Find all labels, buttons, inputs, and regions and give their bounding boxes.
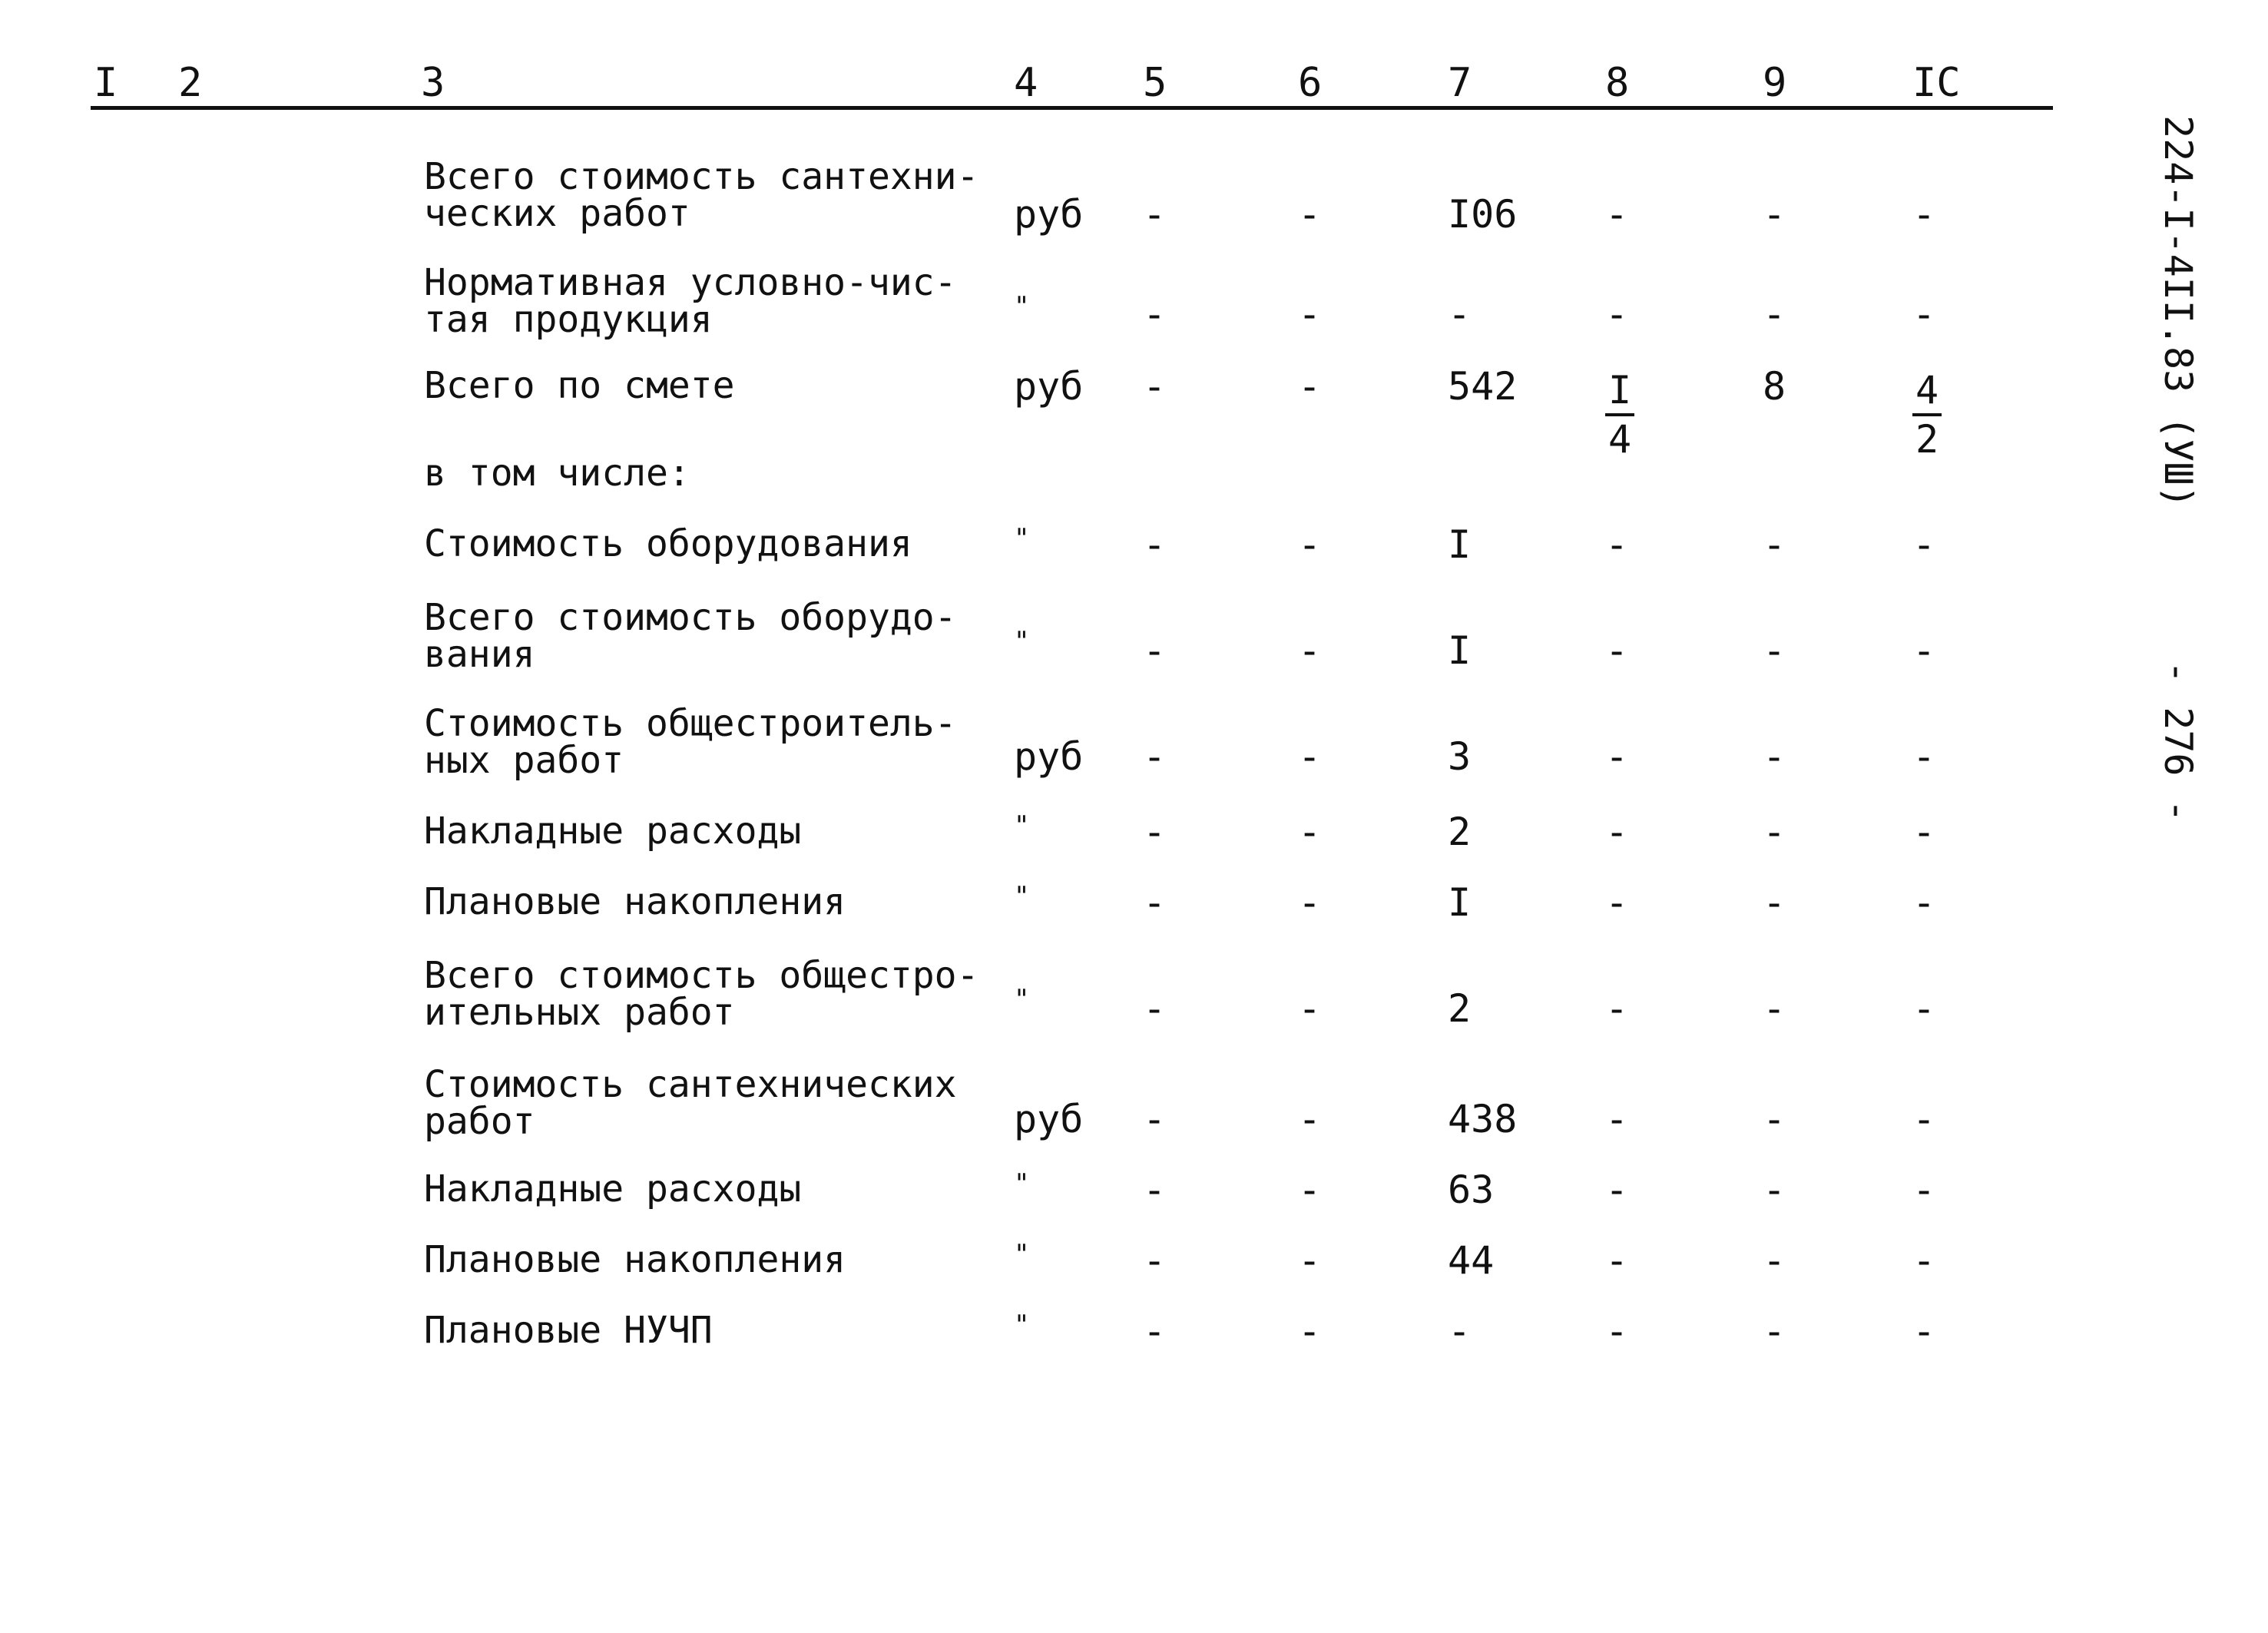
col9-cell: -: [1763, 292, 1786, 336]
col8-cell: -: [1605, 522, 1629, 567]
col9-cell: -: [1763, 1238, 1786, 1283]
col8-cell: -: [1605, 292, 1629, 336]
ditto-mark: ": [1014, 1310, 1030, 1340]
col8-cell: -: [1605, 1168, 1629, 1212]
ditto-mark: ": [1014, 523, 1030, 554]
col6-cell: -: [1298, 1097, 1322, 1141]
fraction-denominator: 4: [1608, 417, 1632, 462]
row-name: Плановые накопления: [424, 1238, 846, 1281]
col9-cell: -: [1763, 810, 1786, 854]
col7-cell: I: [1448, 522, 1472, 567]
col7-cell: 63: [1448, 1168, 1495, 1212]
col7-cell: I: [1448, 628, 1472, 673]
col9-cell: -: [1763, 628, 1786, 673]
col10-cell: -: [1912, 1097, 1936, 1141]
col8-cell: -: [1605, 810, 1629, 854]
col8-cell: -: [1605, 1238, 1629, 1283]
col7-cell: 438: [1448, 1097, 1518, 1141]
col5-cell: -: [1143, 292, 1167, 336]
col7-cell: 3: [1448, 734, 1472, 779]
col5-cell: -: [1143, 1309, 1167, 1353]
col10-cell: -: [1912, 986, 1936, 1031]
col9-cell: -: [1763, 1309, 1786, 1353]
col5-cell: -: [1143, 734, 1167, 779]
col8-cell: -: [1605, 1309, 1629, 1353]
row-name: Плановые НУЧП: [424, 1309, 713, 1352]
col6-cell: -: [1298, 1238, 1322, 1283]
header-col-8: 8: [1605, 60, 1630, 106]
col9-cell: -: [1763, 880, 1786, 925]
col8-cell: -: [1605, 628, 1629, 673]
col6-cell: -: [1298, 734, 1322, 779]
col9-cell: -: [1763, 1168, 1786, 1212]
fraction-denominator: 2: [1915, 417, 1939, 462]
fraction-numerator: 4: [1912, 367, 1942, 416]
col5-cell: -: [1143, 880, 1167, 925]
col8-cell: -: [1605, 192, 1629, 237]
header-col-4: 4: [1014, 60, 1038, 106]
row-name: в том числе:: [424, 452, 690, 495]
col5-cell: -: [1143, 522, 1167, 567]
col7-cell: I06: [1448, 192, 1518, 237]
header-col-1: I: [94, 60, 118, 106]
col7-cell: 44: [1448, 1238, 1495, 1283]
col6-cell: -: [1298, 1309, 1322, 1353]
col8-cell: -: [1605, 734, 1629, 779]
col10-cell: -: [1912, 880, 1936, 925]
header-col-10: IC: [1912, 60, 1961, 106]
col8-cell: -: [1605, 1097, 1629, 1141]
row-name: Накладные расходы: [424, 1168, 802, 1211]
unit-cell: руб: [1014, 192, 1084, 237]
col10-cell: -: [1912, 734, 1936, 779]
col6-cell: -: [1298, 628, 1322, 673]
col9-cell: 8: [1763, 364, 1786, 409]
col10-cell: -: [1912, 1168, 1936, 1212]
col7-cell: -: [1448, 1309, 1472, 1353]
col7-cell: 542: [1448, 364, 1518, 409]
row-name: Всего стоимость общестро- ительных работ: [424, 954, 979, 1034]
ditto-mark: ": [1014, 1239, 1030, 1270]
header-col-2: 2: [178, 60, 203, 106]
col6-cell: -: [1298, 986, 1322, 1031]
col6-cell: -: [1298, 192, 1322, 237]
ditto-mark: ": [1014, 291, 1030, 322]
col10-cell: -: [1912, 292, 1936, 336]
col10-fraction: [1912, 367, 1942, 462]
header-col-3: 3: [421, 60, 445, 106]
ditto-mark: ": [1014, 1168, 1030, 1199]
col8-cell: -: [1605, 986, 1629, 1031]
header-col-9: 9: [1763, 60, 1787, 106]
row-name: Всего по смете: [424, 364, 735, 407]
ditto-mark: ": [1014, 626, 1030, 657]
col5-cell: -: [1143, 192, 1167, 237]
col5-cell: -: [1143, 1238, 1167, 1283]
col5-cell: -: [1143, 1097, 1167, 1141]
row-name: Стоимость сантехнических работ: [424, 1063, 957, 1143]
col8-fraction: [1605, 367, 1634, 462]
col10-cell: -: [1912, 1238, 1936, 1283]
col9-cell: -: [1763, 986, 1786, 1031]
unit-cell: руб: [1014, 734, 1084, 779]
col9-cell: -: [1763, 192, 1786, 237]
col9-cell: -: [1763, 522, 1786, 567]
col6-cell: -: [1298, 364, 1322, 409]
ditto-mark: ": [1014, 810, 1030, 841]
row-name: Накладные расходы: [424, 810, 802, 853]
col10-cell: -: [1912, 628, 1936, 673]
side-margin: [2156, 115, 2204, 823]
document-code: 224-I-4II.83 (УШ): [2156, 115, 2200, 508]
row-name: Плановые накопления: [424, 880, 846, 923]
col6-cell: -: [1298, 1168, 1322, 1212]
header-col-7: 7: [1448, 60, 1472, 106]
ditto-mark: ": [1014, 881, 1030, 912]
header-rule: [91, 106, 2053, 110]
col10-cell: -: [1912, 1309, 1936, 1353]
col5-cell: -: [1143, 628, 1167, 673]
col6-cell: -: [1298, 522, 1322, 567]
header-col-5: 5: [1143, 60, 1167, 106]
col5-cell: -: [1143, 810, 1167, 854]
row-name: Стоимость общестроитель- ных работ: [424, 702, 957, 782]
col5-cell: -: [1143, 986, 1167, 1031]
col7-cell: I: [1448, 880, 1472, 925]
row-name: Стоимость оборудования: [424, 522, 912, 565]
col10-cell: -: [1912, 810, 1936, 854]
col6-cell: -: [1298, 292, 1322, 336]
unit-cell: руб: [1014, 1097, 1084, 1141]
row-name: Нормативная условно-чис- тая продукция: [424, 261, 957, 341]
col6-cell: -: [1298, 880, 1322, 925]
col8-cell: -: [1605, 880, 1629, 925]
col10-cell: -: [1912, 192, 1936, 237]
ditto-mark: ": [1014, 984, 1030, 1015]
col9-cell: -: [1763, 1097, 1786, 1141]
col5-cell: -: [1143, 1168, 1167, 1212]
col7-cell: -: [1448, 292, 1472, 336]
header-col-6: 6: [1298, 60, 1323, 106]
col6-cell: -: [1298, 810, 1322, 854]
unit-cell: руб: [1014, 364, 1084, 409]
col7-cell: 2: [1448, 986, 1472, 1031]
col9-cell: -: [1763, 734, 1786, 779]
row-name: Всего стоимость оборудо- вания: [424, 596, 957, 676]
row-name: Всего стоимость сантехни- ческих работ: [424, 155, 979, 235]
fraction-numerator: I: [1605, 367, 1634, 416]
col7-cell: 2: [1448, 810, 1472, 854]
page-number: - 276 -: [2156, 661, 2200, 823]
col10-cell: -: [1912, 522, 1936, 567]
col5-cell: -: [1143, 364, 1167, 409]
